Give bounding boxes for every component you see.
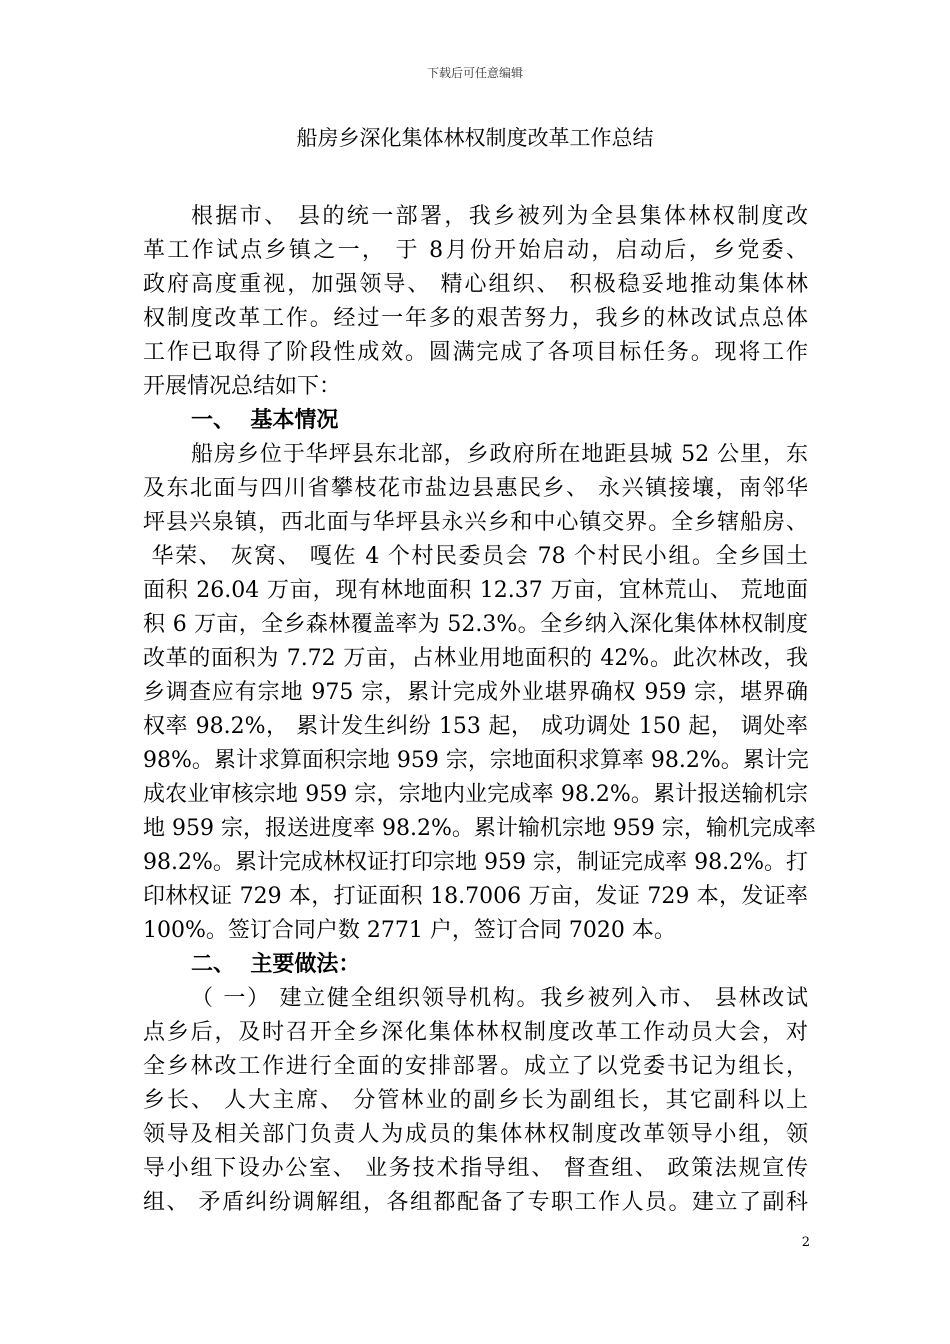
paragraph-line: 开展情况总结如下： <box>143 374 342 399</box>
section-heading: 一、 基本情况 <box>191 408 339 433</box>
paragraph-line: 积 6 万亩，全乡森林覆盖率为 52.3%。全乡纳入深化集体林权制度 <box>143 612 808 637</box>
paragraph-line: 点乡后，及时召开全乡深化集体林权制度改革工作动员大会，对 <box>143 1020 808 1045</box>
paragraph-line: 98%。累计求算面积宗地 959 宗，宗地面积求算率 98.2%。累计完 <box>143 748 809 773</box>
paragraph-line: （ 一） 建立健全组织领导机构。我乡被列入市、 县林改试 <box>191 986 808 1011</box>
paragraph-line: 乡调查应有宗地 975 宗，累计完成外业堪界确权 959 宗，堪界确 <box>143 680 808 705</box>
paragraph-line: 全乡林改工作进行全面的安排部署。成立了以党委书记为组长， <box>143 1054 808 1079</box>
paragraph-line: 华荣、 灰窝、 嘎佐 4 个村民委员会 78 个村民小组。全乡国土 <box>143 544 808 569</box>
paragraph-line: 导小组下设办公室、 业务技术指导组、 督查组、 政策法规宣传 <box>143 1156 808 1181</box>
document-title: 船房乡深化集体林权制度改革工作总结 <box>296 126 654 150</box>
paragraph-line: 成农业审核宗地 959 宗，宗地内业完成率 98.2%。累计报送输机宗 <box>143 782 808 807</box>
section-heading: 二、 主要做法： <box>191 952 361 977</box>
paragraph-line: 面积 26.04 万亩，现有林地面积 12.37 万亩，宜林荒山、 荒地面 <box>143 578 808 603</box>
paragraph-line: 改革的面积为 7.72 万亩，占林业用地面积的 42%。此次林改，我 <box>143 646 808 671</box>
paragraph-line: 乡长、 人大主席、 分管林业的副乡长为副组长，其它副科以上 <box>143 1088 808 1113</box>
paragraph-line: 权率 98.2%， 累计发生纠纷 153 起， 成功调处 150 起， 调处率 <box>143 714 808 739</box>
paragraph-line: 工作已取得了阶段性成效。圆满完成了各项目标任务。现将工作 <box>143 340 808 365</box>
paragraph-line: 权制度改革工作。经过一年多的艰苦努力，我乡的林改试点总体 <box>143 306 808 331</box>
paragraph-line: 政府高度重视，加强领导、 精心组织、 积极稳妥地推动集体林 <box>143 272 808 297</box>
document-body <box>143 200 816 1220</box>
paragraph-line: 组、 矛盾纠纷调解组，各组都配备了专职工作人员。建立了副科 <box>143 1190 808 1215</box>
paragraph-line: 根据市、 县的统一部署，我乡被列为全县集体林权制度改 <box>191 204 808 229</box>
paragraph-line: 98.2%。累计完成林权证打印宗地 959 宗，制证完成率 98.2%。打 <box>143 850 808 875</box>
paragraph-line: 革工作试点乡镇之一， 于 8月份开始启动，启动后，乡党委、 <box>143 238 808 263</box>
paragraph-line: 100%。签订合同户数 2771 户，签订合同 7020 本。 <box>143 918 676 943</box>
paragraph-line: 坪县兴泉镇，西北面与华坪县永兴乡和中心镇交界。全乡辖船房、 <box>143 510 808 535</box>
paragraph-line: 地 959 宗，报送进度率 98.2%。累计输机宗地 959 宗，输机完成率 <box>143 816 816 841</box>
header-note: 下载后可任意编辑 <box>426 66 523 80</box>
page-number: 2 <box>801 1235 810 1250</box>
paragraph-line: 及东北面与四川省攀枝花市盐边县惠民乡、 永兴镇接壤，南邻华 <box>143 476 808 501</box>
paragraph-line: 印林权证 729 本，打证面积 18.7006 万亩，发证 729 本，发证率 <box>143 884 808 909</box>
paragraph-line: 领导及相关部门负责人为成员的集体林权制度改革领导小组，领 <box>143 1122 808 1147</box>
paragraph-line: 船房乡位于华坪县东北部，乡政府所在地距县城 52 公里，东 <box>191 442 808 467</box>
